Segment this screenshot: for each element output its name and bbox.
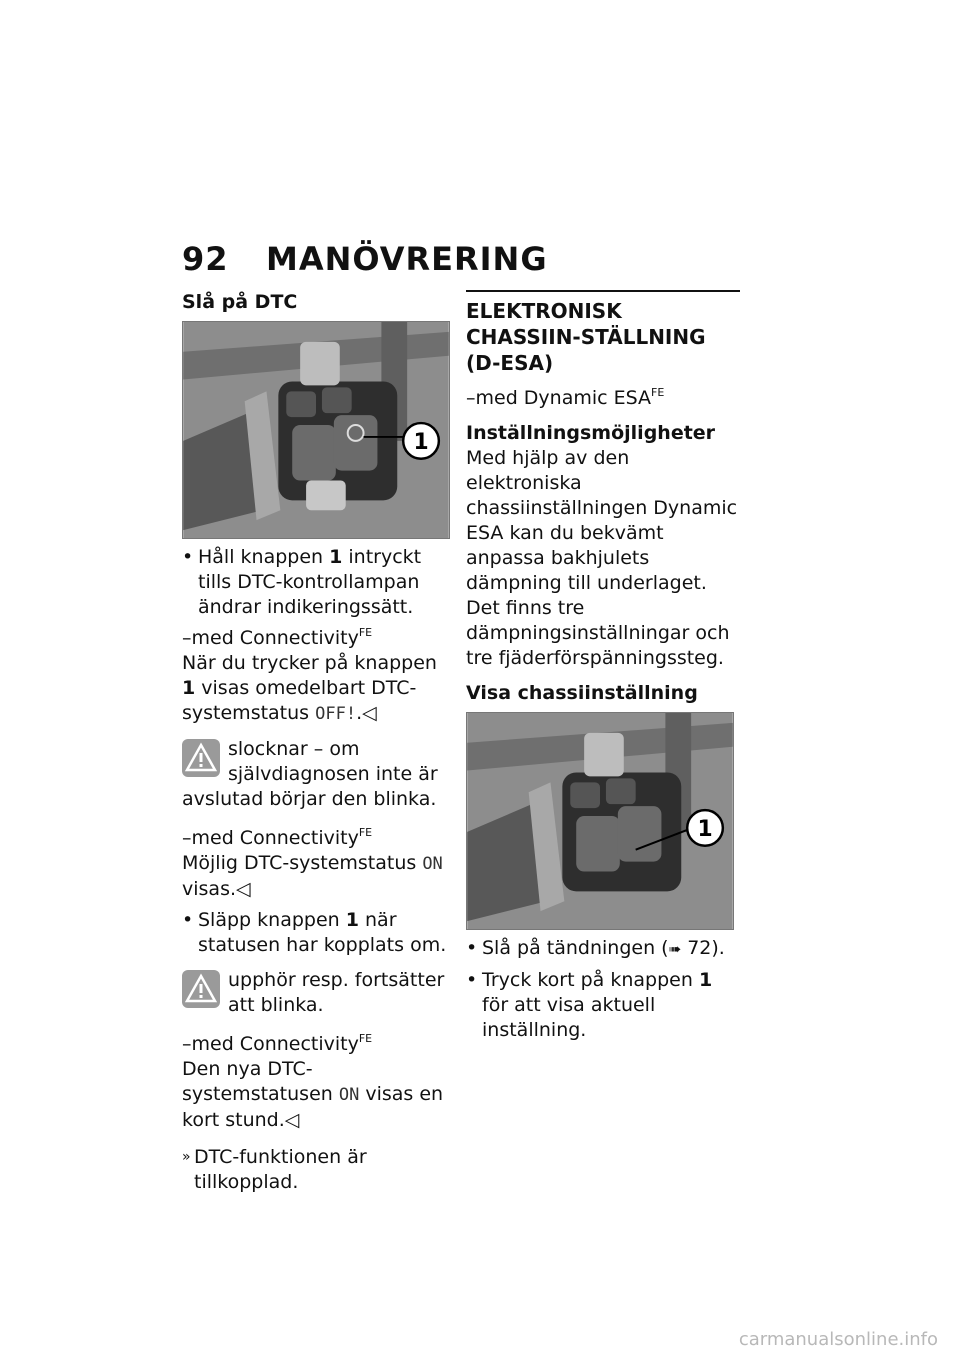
watermark: carmanualsonline.info — [738, 1329, 938, 1350]
step-ignition-on: • Slå på tändningen (➠ 72). — [466, 937, 725, 959]
step-hold-button — [182, 545, 452, 620]
page-ref-link[interactable]: 72 — [687, 937, 712, 959]
bullet-icon: • — [182, 546, 194, 568]
condition-connectivity-3: –med Connectivity$^{FE}$ — [182, 1032, 373, 1055]
callout-label-1b: 1 — [697, 816, 713, 842]
result-line: » DTC-funktionen är tillkopplad. — [182, 1146, 367, 1193]
left-column — [182, 290, 452, 1195]
callout-label-1: 1 — [413, 429, 429, 455]
condition-connectivity-2: –med Connectivity$^{FE}$ — [182, 826, 373, 849]
paragraph-new-status: Den nya DTC-systemstatusen ON visas en kort stund.◁ — [182, 1058, 444, 1131]
bullet-icon: • — [466, 969, 478, 991]
warning-icon — [182, 970, 220, 1008]
status-on: ON — [422, 854, 443, 874]
section-title-dtc: Slå på DTC — [182, 291, 298, 313]
handlebar-switch-image — [182, 321, 450, 539]
handlebar-switch-drawing-2 — [467, 713, 733, 929]
condition-connectivity: –med Connectivity$^{FE}$ — [182, 626, 373, 649]
step-text-rest: intryckt tills DTC-kontrollampan ändrar indikeringssätt. — [198, 546, 422, 618]
subheading-show-setting: Visa chassiinställning — [466, 682, 698, 704]
right-column — [466, 290, 740, 1043]
status-on-2: ON — [338, 1085, 360, 1105]
paragraph-possible-status: Möjlig DTC-systemstatus ON visas.◁ — [182, 852, 443, 900]
warning-note-2 — [182, 968, 452, 1018]
page-ref-arrow-icon: ➠ — [668, 940, 682, 958]
status-off: OFF! — [315, 704, 357, 724]
step-press-button-short: • Tryck kort på knappen 1 för att visa aktuell inställning. — [466, 969, 713, 1041]
page-number: 92 — [182, 240, 229, 278]
bullet-icon: • — [466, 937, 478, 959]
handlebar-switch-image-2 — [466, 712, 734, 930]
warning-icon — [182, 739, 220, 777]
button-ref: 1 — [329, 546, 343, 568]
section-title-desa: ELEKTRONISK CHASSIIN-STÄLLNING (D-ESA) — [466, 290, 740, 376]
result-arrow-icon: » — [182, 1149, 191, 1165]
page-title: MANÖVRERING — [266, 240, 548, 278]
paragraph-options: Med hjälp av den elektroniska chassiinställningen Dynamic ESA kan du bekvämt anpassa bakhjulets dämpning till underlaget. Det finns tre dämpningsinställningar och tre fjäderförspänningssteg. — [466, 447, 738, 669]
paragraph-press-button: När du trycker på knappen 1 visas omedelbart DTC-systemstatus OFF!.◁ — [182, 652, 437, 724]
warning-text-2: upphör resp. fortsätter att blinka. — [228, 969, 445, 1016]
subheading-options: Inställningsmöjligheter — [466, 422, 716, 444]
step-text: Håll knappen — [198, 546, 330, 568]
step-release-button: • Släpp knappen 1 när statusen har kopplats om. — [182, 909, 447, 956]
handlebar-switch-drawing — [183, 322, 449, 538]
bullet-icon: • — [182, 909, 194, 931]
warning-text: slocknar – om självdiagnosen inte är avslutad börjar den blinka. — [182, 738, 438, 810]
condition-dynamic-esa: –med Dynamic $ESA^{FE}$ — [466, 386, 665, 409]
warning-note — [182, 737, 452, 812]
